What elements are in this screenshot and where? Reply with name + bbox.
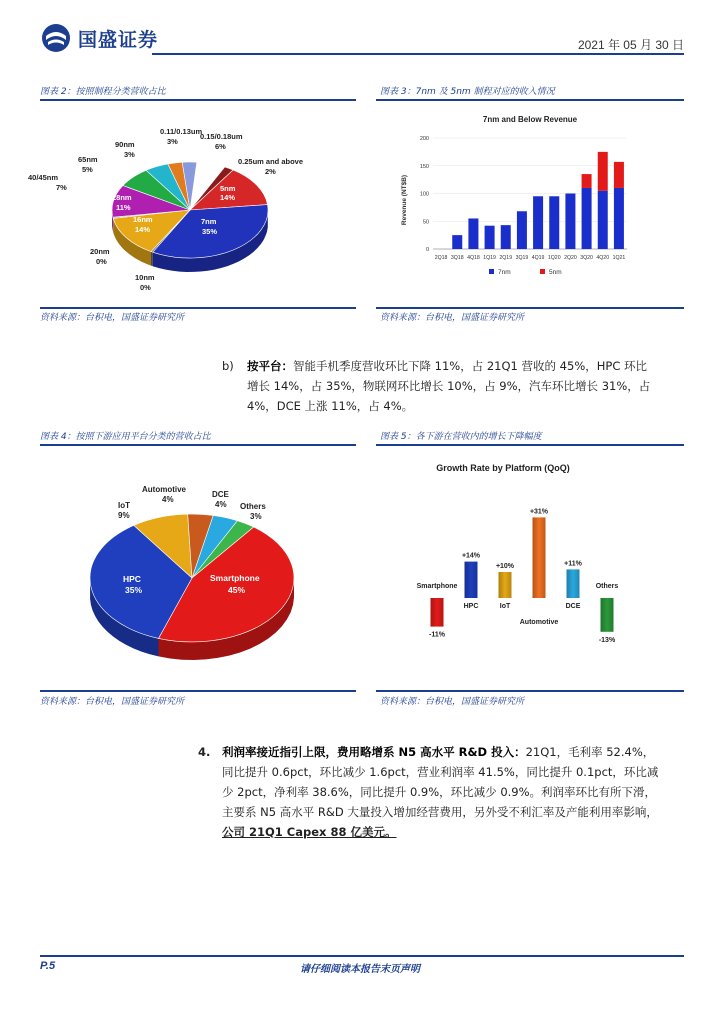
fig2-label-16nm: 16nm bbox=[133, 215, 153, 224]
fig2-pct-10nm: 0% bbox=[140, 283, 151, 292]
fig5-value-smartphone: -11% bbox=[429, 631, 445, 639]
para-b-line3: 4%，DCE 上涨 11%，占 4%。 bbox=[247, 399, 414, 413]
fig5-bar-others bbox=[601, 598, 614, 632]
para-b-line2: 增长 14%，占 35%，物联网环比增长 10%，占 9%，汽车环比增长 31%，占 bbox=[247, 379, 651, 393]
fig4-source-rule bbox=[40, 690, 356, 692]
fig5-value-hpc: +14% bbox=[461, 552, 481, 560]
fig2-label-20nm: 20nm bbox=[90, 247, 110, 256]
para4-line5: 公司 21Q1 Capex 88 亿美元。 bbox=[222, 825, 397, 839]
fig2-pct-28nm: 11% bbox=[116, 203, 131, 212]
footer-disclaimer: 请仔细阅读本报告末页声明 bbox=[300, 964, 420, 975]
fig2-source-rule bbox=[40, 307, 356, 309]
fig5-category-dce: DCE bbox=[565, 603, 581, 610]
fig3-xtick: 2Q18 bbox=[434, 255, 448, 261]
para4-line2: 同比提升 0.6pct，环比减少 1.6pct，营业利润率 41.5%，同比提升 0.1pct，环比减 bbox=[222, 765, 659, 779]
para-b bbox=[247, 356, 687, 416]
fig5-bar-iot bbox=[499, 572, 512, 598]
fig2-pct-20nm: 0% bbox=[96, 257, 107, 266]
fig3-ytick: 100 bbox=[419, 191, 429, 198]
fig2-label-0.15: 0.15/0.18um bbox=[200, 132, 243, 141]
fig3-xtick: 3Q18 bbox=[450, 255, 464, 261]
fig5-value-automotive: +31% bbox=[529, 508, 549, 516]
company-logo bbox=[40, 22, 190, 54]
fig3-ytick: 200 bbox=[419, 136, 429, 142]
fig3-bar-7nm bbox=[485, 226, 495, 249]
fig3-caption-rule bbox=[376, 99, 684, 101]
fig3-ylabel: Revenue (NT$B) bbox=[401, 174, 408, 226]
para4-line1: 21Q1，毛利率 52.4%， bbox=[525, 745, 655, 759]
fig5-category-iot: IoT bbox=[499, 603, 511, 610]
fig2-source: 资料来源：台积电，国盛证券研究所 bbox=[40, 313, 185, 323]
fig5-caption-rule bbox=[376, 444, 684, 446]
fig4-pct-others: 3% bbox=[250, 512, 262, 521]
fig3-xtick: 4Q20 bbox=[596, 255, 610, 261]
fig5-value-others: -13% bbox=[598, 636, 616, 644]
fig3-bar-7nm bbox=[549, 196, 559, 249]
fig2-pie-chart bbox=[28, 118, 320, 298]
fig4-caption-rule bbox=[40, 444, 356, 446]
fig5-bar-smartphone bbox=[431, 598, 444, 627]
fig5-bar-dce bbox=[567, 569, 580, 598]
fig4-label-iot: IoT bbox=[118, 501, 130, 510]
fig4-pct-iot: 9% bbox=[118, 511, 130, 520]
fig2-caption: 图表 2：按照制程分类营收占比 bbox=[40, 87, 166, 97]
fig3-legend-7nm: 7nm bbox=[498, 269, 511, 276]
fig4-pie-chart bbox=[80, 476, 330, 666]
fig3-caption: 图表 3：7nm 及 5nm 制程对应的收入情况 bbox=[380, 87, 555, 97]
header-rule bbox=[152, 53, 684, 55]
fig3-bar-7nm bbox=[501, 225, 511, 249]
fig3-legend-5nm: 5nm bbox=[549, 269, 562, 276]
fig3-xtick: 2Q19 bbox=[499, 255, 513, 261]
fig3-ytick: 150 bbox=[419, 163, 429, 170]
fig5-value-dce: +11% bbox=[564, 560, 582, 568]
fig3-ytick: 0 bbox=[425, 247, 429, 253]
page-number: P.5 bbox=[40, 960, 56, 972]
fig4-pct-automotive: 4% bbox=[162, 495, 174, 504]
report-date: 2021 年 05 月 30 日 bbox=[577, 38, 684, 52]
fig5-category-hpc: HPC bbox=[463, 603, 479, 610]
fig4-pct-hpc: 35% bbox=[125, 585, 143, 595]
fig5-caption: 图表 5：各下游在营收内的增长下降幅度 bbox=[380, 432, 542, 442]
fig2-pct-16nm: 14% bbox=[135, 225, 151, 234]
fig2-label-0.11: 0.11/0.13um bbox=[160, 127, 203, 136]
fig3-bar-7nm bbox=[533, 196, 543, 249]
fig4-label-smartphone: Smartphone bbox=[210, 573, 260, 583]
fig2-label-7nm: 7nm bbox=[201, 217, 217, 226]
fig3-bar-7nm bbox=[468, 218, 478, 249]
para4-line4: 主要系 N5 高水平 R&D 大量投入增加经营费用，另外受不利汇率及产能利用率影响， bbox=[222, 805, 658, 819]
fig3-legend-7nm-swatch bbox=[489, 269, 494, 274]
fig2-caption-rule bbox=[40, 99, 356, 101]
fig4-label-others: Others bbox=[240, 502, 266, 511]
fig3-legend-5nm-swatch bbox=[540, 269, 545, 274]
fig3-source: 资料来源：台积电，国盛证券研究所 bbox=[380, 313, 525, 323]
fig3-xtick: 4Q19 bbox=[531, 255, 545, 261]
fig3-ytick: 50 bbox=[422, 219, 429, 226]
fig2-pct-0.15: 6% bbox=[215, 142, 226, 151]
fig5-chart-title: Growth Rate by Platform (QoQ) bbox=[436, 463, 570, 473]
fig2-pct-5nm: 14% bbox=[220, 193, 236, 202]
fig3-xtick: 1Q21 bbox=[612, 255, 626, 261]
fig3-xtick: 1Q19 bbox=[483, 255, 496, 261]
fig2-label-5nm: 5nm bbox=[220, 184, 236, 193]
fig4-caption: 图表 4：按照下游应用平台分类的营收占比 bbox=[40, 432, 211, 442]
fig3-xtick: 3Q19 bbox=[515, 255, 529, 261]
para-b-heading: 按平台： bbox=[247, 359, 293, 373]
fig3-chart-title: 7nm and Below Revenue bbox=[482, 115, 578, 124]
fig4-pct-smartphone: 45% bbox=[228, 585, 246, 595]
fig3-xtick: 2Q20 bbox=[564, 255, 577, 261]
para4-number: 4. bbox=[198, 745, 211, 759]
fig2-pct-0.25: 2% bbox=[265, 167, 276, 176]
fig4-source: 资料来源：台积电，国盛证券研究所 bbox=[40, 697, 185, 707]
fig3-xtick: 4Q18 bbox=[467, 255, 480, 261]
company-name: 国盛证券 bbox=[78, 29, 159, 51]
fig4-label-dce: DCE bbox=[212, 490, 229, 499]
fig3-bar-chart bbox=[395, 108, 645, 284]
fig3-bar-7nm bbox=[582, 188, 592, 249]
fig2-label-10nm: 10nm bbox=[135, 273, 155, 282]
fig3-bar-5nm bbox=[598, 152, 608, 191]
fig3-source-rule bbox=[376, 307, 684, 309]
fig5-source: 资料来源：台积电，国盛证券研究所 bbox=[380, 697, 525, 707]
fig4-pct-dce: 4% bbox=[215, 500, 227, 509]
fig5-bar-chart bbox=[395, 456, 645, 666]
para-b-marker: b) bbox=[222, 359, 234, 373]
para4 bbox=[222, 742, 688, 842]
fig2-pct-90nm: 3% bbox=[124, 150, 135, 159]
fig2-pct-0.11: 3% bbox=[167, 137, 178, 146]
fig3-bar-7nm bbox=[517, 211, 527, 249]
fig4-label-automotive: Automotive bbox=[142, 485, 186, 494]
fig5-category-smartphone: Smartphone bbox=[416, 583, 458, 590]
fig2-pct-65nm: 5% bbox=[82, 165, 93, 174]
fig3-bar-7nm bbox=[565, 194, 575, 250]
fig5-source-rule bbox=[376, 690, 684, 692]
logo-mark-icon bbox=[40, 22, 74, 54]
footer-rule bbox=[40, 955, 684, 957]
fig2-label-0.25: 0.25um and above bbox=[238, 157, 304, 166]
fig3-bar-7nm bbox=[452, 235, 462, 249]
para-b-line1: 智能手机季度营收环比下降 11%，占 21Q1 营收的 45%，HPC 环比 bbox=[293, 359, 648, 373]
fig5-bar-automotive bbox=[533, 517, 546, 598]
fig5-value-iot: +10% bbox=[495, 563, 515, 570]
fig3-bar-5nm bbox=[582, 174, 592, 188]
fig3-bar-7nm bbox=[598, 191, 608, 249]
fig2-label-28nm: 28nm bbox=[112, 193, 132, 202]
fig2-label-90nm: 90nm bbox=[115, 140, 135, 149]
fig5-category-others: Others bbox=[595, 583, 619, 590]
fig3-bar-7nm bbox=[614, 188, 624, 249]
fig5-category-automotive: Automotive bbox=[519, 619, 559, 626]
fig3-xtick: 1Q20 bbox=[547, 255, 561, 261]
fig3-xtick: 3Q20 bbox=[580, 255, 593, 261]
para4-heading: 利润率接近指引上限，费用略增系 N5 高水平 R&D 投入： bbox=[222, 745, 526, 759]
fig2-label-40nm: 40/45nm bbox=[28, 173, 59, 182]
fig2-pct-40nm: 7% bbox=[56, 183, 67, 192]
fig2-side-10nm bbox=[151, 252, 153, 267]
fig4-label-hpc: HPC bbox=[123, 574, 141, 584]
fig2-label-65nm: 65nm bbox=[78, 155, 98, 164]
fig5-bar-hpc bbox=[465, 562, 478, 598]
para4-line3: 少 2pct，净利率 38.6%，同比提升 0.9%，环比减少 0.9%。利润率环比有所下滑， bbox=[222, 785, 657, 799]
fig2-pct-7nm: 35% bbox=[202, 227, 218, 236]
fig3-bar-5nm bbox=[614, 162, 624, 188]
